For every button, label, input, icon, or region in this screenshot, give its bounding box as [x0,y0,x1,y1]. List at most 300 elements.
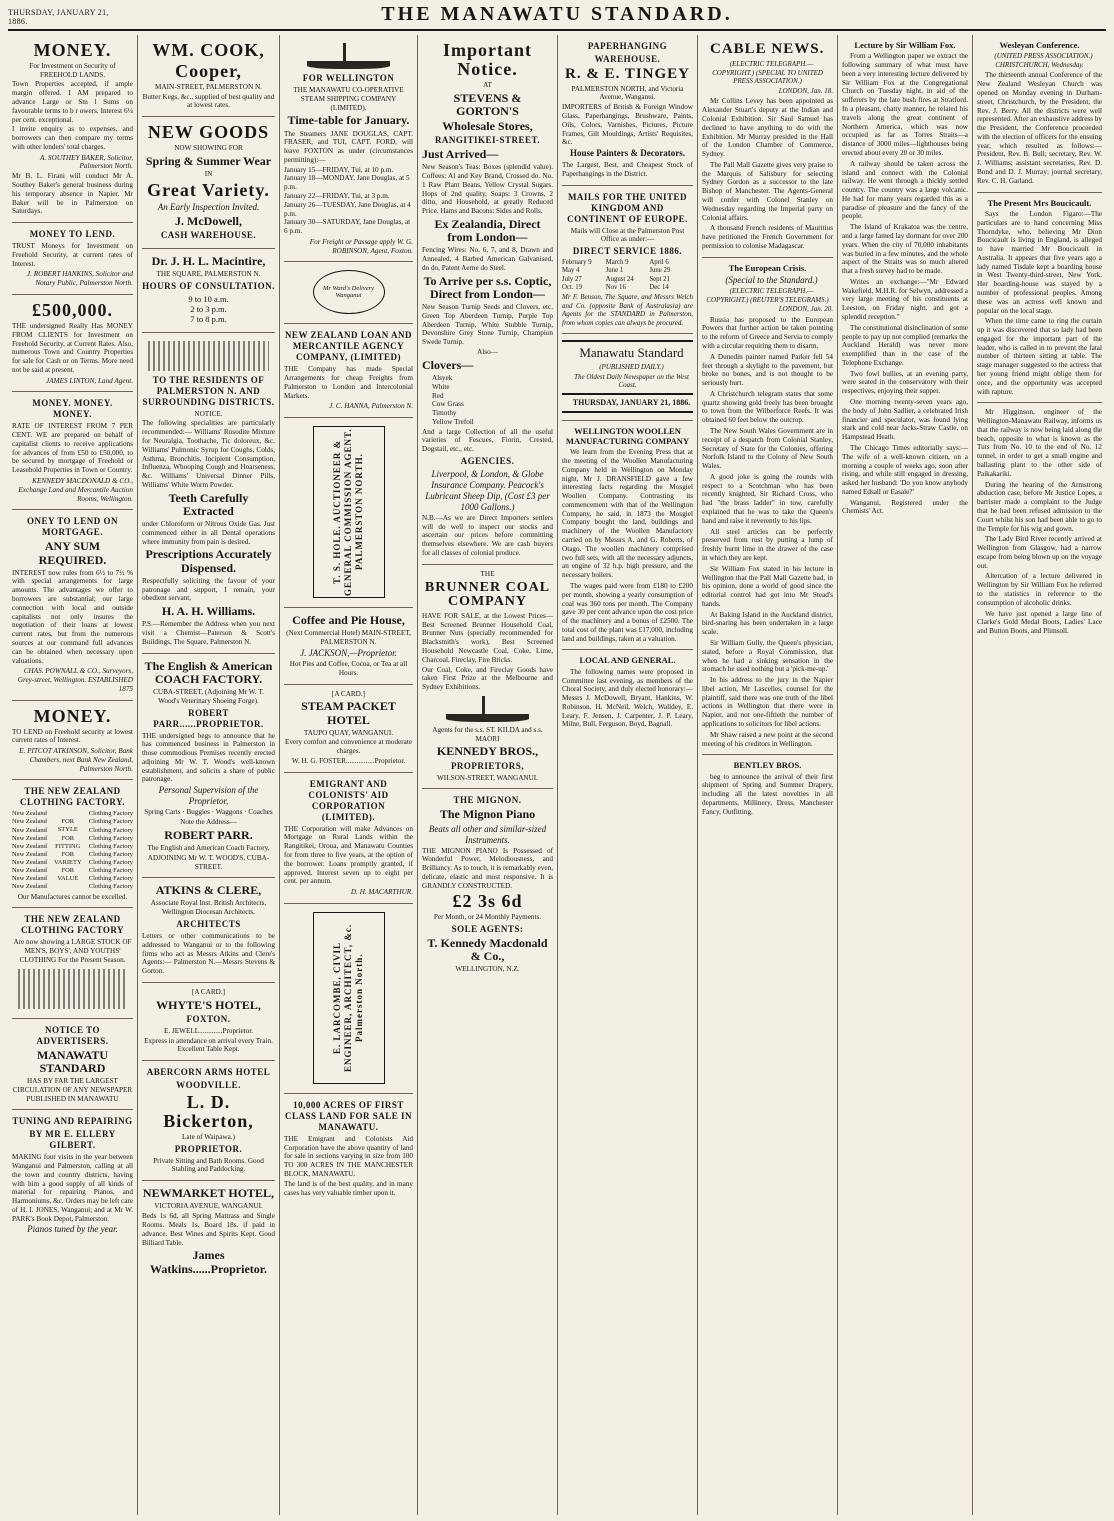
ad-newmarket [142,1181,275,1282]
article-paragraph: The constitutional disinclination of some people to pay up not complied (remarks the Auckland Herald) was never more exemplified than in the case of the Telephone Exchange. [842,323,968,367]
article-paragraph: In his address to the jury in the Napier libel action, Mr Lascelles, counsel for the plaintiff, said there was one truth of the libel actions in Wellington that there were in Napier, and not one-fiftieth the number of applications to solicitors for libel actions. [702,676,833,728]
ad-linton [12,295,133,392]
ad-heading: TO THE RESIDENTS OF PALMERSTON N. AND SURROUNDING DISTRICTS. [142,374,275,407]
ad-body: Fencing Wires: No. 6, 7, and 8, Drawn and Annealed, 4 Barbed American Galvanised, do do, Patent Aerne do Steel. [422,246,553,272]
list-item: Sept 21 [649,275,670,283]
vertical-card-text: E. LARCOMBE, CIVIL ENGINEER, ARCHITECT, &c. Palmerston North. [332,923,364,1072]
ad-new-goods [142,117,275,249]
paper-name: Manawatu Standard [579,345,684,361]
ad-subheading: Just Arrived— [422,147,499,162]
editorial-header [562,334,693,420]
ad-address: CUBA-STREET, (Adjoining Mr W. T. Wood's Veterinary Shoeing Forge). [153,688,264,705]
list-item: July 27 [562,275,582,283]
list-item: January 30—SATURDAY, Jane Douglas, at 6 p.m. [284,218,411,236]
ad-subheading: DIRECT SERVICE 1886. [572,246,683,257]
ad-address: WELLINGTON, N.Z. [455,965,520,974]
vertical-card [313,426,385,598]
ad-signature: A. SOUTHEY BAKER, Solicitor, Palmerston North. [39,153,133,171]
article-paragraph: During the hearing of the Armstrong abduction case, before Mr Justice Lopes, a barrister made a complaint to the Judge that he had been refused admission to the Court whilst his son had been able to go to the Temple for his wig and gown. [977,480,1102,533]
article-paragraph: beg to announce the arrival of their first shipment of Spring and Summer Drapery, including all the latest novelties in all departments, Millinery, Dress, Manchester Fancy, Outfitting. [702,772,833,816]
article-subhead: (Special to the Standard.) [725,275,818,286]
ad-signature: J. ROBERT HANKINS, Solicitor and Notary Public, Palmerston North. [26,270,133,288]
list-item: FITTING [55,842,81,850]
ad-body: Mails will Close at the Palmerston Post Office as under:— [570,226,685,244]
ad-body: New Season Turnip Seeds and Clovers, etc. Green Top Aberdeen Turnip, Purple Top Aberdeen Turnip, White Stubble Turnip, Devonshire Grey Stone Turnip, Champion Swede Turnip. [422,303,553,347]
article-paragraph: A railway should be taken across the island and connect with the Colonial railway. He went through a thickly settled country. The country was a large volcanic. He had for many years regarded this as a paradise of pleasure and the fancy of the people. [842,159,968,221]
article-paragraph: A Dunedin painter named Parker fell 54 feet through a skylight to the pavement, but broke no bones, and is not thought to be seriously hurt. [702,352,833,388]
ad-cook-cooper [142,35,275,117]
article-headline: CABLE NEWS. [710,41,825,57]
article-cable [702,35,833,258]
paper-tagline: The Oldest Daily Newspaper on the West Coast. [574,372,689,390]
article-paragraph: Altercation of a lecture delivered in Wellington by Sir William Fox he referred to the statistics in reference to the consumption of alcoholic drinks. [977,572,1102,607]
ad-kennedy-money [12,392,133,510]
ad-body: Are now showing a LARGE STOCK OF MEN'S, BOYS', AND YOUTHS' CLOTHING For the Present Season. [13,938,132,964]
article-boucicault [977,193,1102,404]
ad-body: Express in attendance on arrival every Train. Excellent Table Kept. [144,1036,273,1054]
ad-nz-loan [284,324,413,418]
ad-shipping [284,35,413,262]
ad-body: Hot Pies and Coffee, Cocoa, or Tea at all Hours. [289,659,408,677]
ad-heading: THE MIGNON. [453,795,522,806]
list-item: Timothy [432,409,457,418]
ad-heading: The English & American COACH FACTORY. [144,658,273,686]
ad-line: Also— [477,347,498,356]
paper-frequency: (PUBLISHED DAILY.) [599,363,664,372]
ad-subheading: House Painters & Decorators. [570,148,685,159]
ad-line: FOXTON. [186,1013,231,1024]
ad-address: MAIN-STREET, PALMERSTON N. [155,82,262,91]
ad-line: PROPRIETOR. [174,1143,243,1154]
clothing-left [12,810,47,891]
ad-body: Our Coal, Coke, and Fireclay Goods have taken First Prize at the Melbourne and Sydney Exhibitions. [422,665,553,692]
ad-line: RANGITIKEI-STREET. [434,135,541,146]
ad-signature: KENNEDY MACDONALD & CO., Exchange Land and Mercantile Auction Rooms, Wellington. [18,477,133,503]
ad-body: TO LEND on Freehold security at lowest current rates of Interest. [12,727,133,745]
column-7 [838,35,973,1515]
ad-body: THE MIGNON PIANO Is Possessed of Wonderful Power, Melodiousness, and Brilliancy. As to touch, it is remarkably even, delicate, elastic and most responsive. It is GRANDLY CONSTRUCTED. [422,846,553,890]
ad-body: And a large Collection of all the useful varieties of Fescues, Fiorin, Crested, Dogstail, etc., etc. [422,427,553,454]
list-item: Nov 16 [605,283,626,291]
ad-body: HAS BY FAR THE LARGEST CIRCULATION OF ANY NEWSPAPER PUBLISHED IN MANAWATU [12,1076,133,1103]
list-item: Red [432,391,444,400]
ad-heading: MAILS FOR THE UNITED KINGDOM AND CONTINENT OF EUROPE. [567,191,688,224]
article-paragraph: Sir William Gully, the Queen's physician, stated, before a Royal Commission, that when he had a sinking sensation in the stomach he used nothing but a 'pick-me-up.' [702,638,833,674]
list-item: Clothing Factory [88,810,133,818]
list-item: Clothing Factory [88,867,133,875]
list-item: Cow Grass [432,400,464,409]
article-wesleyan [977,35,1102,193]
ad-body: TRUST Moneys for Investment on Freehold Security, at current rates of Interest. [12,242,133,268]
ad-line: Spring & Summer Wear [145,153,272,168]
ad-note: Our Manufactures cannot be excelled. [17,892,128,901]
clover-list [422,374,553,427]
ad-address: (Next Commercial Hotel) MAIN-STREET, PALMERSTON N. [286,629,411,647]
ad-body: Every comfort and convenience at moderate charges. [284,738,413,756]
ad-address: TAUPO QUAY, WANGANUI. [303,728,394,737]
column-6 [698,35,838,1515]
ad-coach-factory [142,654,275,879]
article-headline: The European Crisis. [728,262,807,273]
list-item: STYLE [57,826,78,834]
ad-line: PROPRIETORS, [450,760,525,771]
ad-body: The Steamers JANE DOUGLAS, CAPT. FRASER, and TUI, CAPT. FORD, will leave FOXTON as under (circumstances permitting):— [284,129,413,164]
column-3 [280,35,418,1515]
ad-land-sale [284,1094,413,1203]
column-1 [8,35,138,1515]
ad-hole-auctioneer [284,418,413,608]
article-misc [977,403,1102,642]
ad-subheading: ANY SUM REQUIRED. [38,539,107,567]
ad-signature: H. A. H. Williams. [161,604,256,619]
column-2 [138,35,280,1515]
ad-subheading: The Mignon Piano [439,807,536,822]
ad-subheading: Ex Zealandia, Direct from London— [434,216,541,245]
ad-subheading: Clovers— [422,357,474,372]
ad-line: CASH WAREHOUSE. [160,229,257,240]
ad-heading: Important Notice. [443,40,532,79]
ad-subheading: To Arrive per s.s. Coptic, Direct from London— [423,273,552,301]
list-item: FOR [61,867,75,875]
ad-heading: WHYTE'S HOTEL, [156,997,261,1012]
ad-body: Letters or other communications to be addressed to Wanganui or to the following firms who act as Messrs Atkins and Clere's Agents:— Palmerston N.—Messrs Stevens & Gorton. [142,932,275,976]
ad-signature: JAMES LINTON, Land Agent. [46,376,133,385]
article-paragraph: A Christchurch telegram states that some quartz showing gold freely has been brought to town from the Wilberforce Reefs. It was obtained 60 feet below the outcrop. [702,389,833,425]
list-item: New Zealand [12,834,47,842]
ad-stevens-gorton [422,35,553,565]
clothing-right [89,810,133,891]
ad-body: INTEREST now rules from 6½ to 7½ % with special arrangements for large amounts. The advantages we offer to borrowers are substantial; our large connection with local and outside capitalists not only insures the negotiation of their loans at lowest current rates, but from the numerous sources at our command full advances can be obtained when necessary upon valuations. [12,568,133,665]
article-headline: Lecture by Sir William Fox. [854,40,956,50]
article-paragraph: The Island of Krakatoa was the centre, and a large famed lay dormant for over 200 years. When the city of 70,000 inhabitants was buried in a few minutes, and the whole aspect of the Straits was so much altered that a fresh survey had to be made. [842,223,968,276]
ad-heading: FOR WELLINGTON [302,73,395,83]
ad-heading: BRUNNER COAL COMPANY [424,579,551,610]
ad-body: I invite enquiry as to expenses, and borrowers can then compare my terms with other lenders' total charges. [12,125,133,151]
list-item: Clothing Factory [88,850,133,858]
ad-line: Late of Waipawa.) [182,1132,235,1141]
article-woollen [562,421,693,651]
ad-signature: CHAS. POWNALL & CO., Surveyors, Grey-street, Wellington. ESTABLISHED 1875 [17,667,133,693]
article-local [562,650,693,735]
ad-proprietor: W. H. G. FOSTER................Proprietor. [291,757,406,766]
ad-address: PALMERSTON NORTH, and Victoria Avenue, Wanganui. [571,84,684,102]
ad-money-hankins [12,223,133,295]
ad-stamp [284,262,413,324]
ad-footer: Pianos tuned by the year. [27,1224,118,1235]
ad-line: WAREHOUSE. [594,53,661,64]
list-item: New Zealand [12,826,47,834]
sailing-list [284,166,413,236]
oval-stamp: Mr Ward's Delivery Wanganui [313,270,385,314]
ad-coffee-house [284,608,413,684]
article-paragraph: Mr Collins Levey has been appointed as Alexander Stuart's deputy at the Indian and Colonial Exhibition. Sir Saul Samuel has declined to have anything to do with the Exhibition. Mr Murray presided in the Hall of the London Chamber of Commerce, Sydney. [702,97,833,159]
ad-heading: £500,000. [32,300,113,321]
ad-heading: Coffee and Pie House, [292,613,405,628]
article-paragraph: We learn from the Evening Press that at the meeting of the Woollen Manufacturing Company held in Wellington on Monday night, Mr J. DRANSFIELD gave a few interesting facts regarding the Mosgiel Woollen Company. Contrasting its commencement with that of the Wellington Company, he said, in 1873 the Mosgiel Company bought the land, buildings and machinery of the Woollen Manufactory carried on by Messrs A. and G. Roberts, of Otago. The woollen machinery comprised two full sets, with all the necessary adjuncts, an engine of 32 h.p. high pressure, and the necessary boilers. [562,448,693,580]
list-item: January 26—TUESDAY, Jane Douglas, at 4 p.m. [284,200,411,218]
list-item: February 9 [562,259,592,267]
ad-body: New Season's Teas: Boxes (splendid value). Coffees: Al and Key Brand, Crossed do. No. 1 Raw Plant Beans, Yellow Crystal Sugars. Hops of 2nd quality, Soaps: 3 Crowns, 2 ditto, and Household, at greatly Reduced Price. Hams and Bacons: Sides and Rolls. [422,163,553,216]
ad-address: WILSON-STREET, WANGANUI. [437,773,538,782]
article-subhead: (ELECTRIC TELEGRAPH.—COPYRIGHT.) (REUTER'S TELEGRAMS.) [706,287,829,304]
ad-note: Mr B. L. Firani will conduct Mr A. Southey Baker's general business during his temporary absence in Napier. Mr Baker will be in Palmerston on Saturdays. [12,172,133,216]
ad-heading: ATKINS & CLERE, [155,883,262,898]
ad-heading: WM. COOK, [152,40,265,60]
ad-body: The land is of the best quality, and in many cases has very valuable timber upon it. [284,1179,413,1197]
ad-line: Time-table for January. [287,113,410,128]
ad-note: Mr F. Benson, The Square, and Messrs Welch and Co. (opposite Bank of Australasia) are Agents for the STANDARD in Palmerston, from whom copies can always be procured. [562,293,693,327]
ad-subheading: BY MR E. ELLERY GILBERT. [29,1129,116,1151]
article-paragraph: The Chicago Times editorially says:— The wife of a well-known citizen, on a morning a couple of weeks ago, soon after rising, and while still engaged in dressing, asked her husband: 'Do you know anybody named Edsall or Easale?' [842,443,968,496]
ad-address: THE SQUARE, PALMERSTON N. [156,269,261,278]
ad-signature: T. Kennedy Macdonald & Co., [427,936,548,964]
ad-heading: Dr. J. H. L. Macintire, [151,253,266,268]
clothing-mid [54,810,82,891]
ad-body: Private Sitting and Bath Rooms. Good Stabling and Paddocking. [153,1156,264,1174]
list-item: Yellow Trefoil [432,417,474,426]
ad-subheading: Cooper, [175,60,242,81]
ad-note: N.B.—As we are Direct Importers settlers will do well to inspect our stocks and ascertain our prices before committing themselves elsewhere. We are cash buyers for all classes of colonial produce. [422,513,553,557]
ad-body: Beds 1s 6d, all Spring Mattrass and Single Rooms. Meals 1s. Board 18s. if paid in advance. Best Wines and Spirits Kept. Good Billiard Table. [142,1212,275,1247]
list-item: VARIETY [53,858,82,866]
list-item: FOR [61,850,75,858]
paper-date: THURSDAY, JANUARY 21, 1886. [572,397,691,407]
vertical-card [313,912,385,1084]
steamer-illustration [297,43,400,69]
ad-signature: For Freight or Passage apply W. G. ROBINSON, Agent, Foxton. [309,237,413,255]
vertical-card-text: T. S. HOLE. AUCTIONEER & GENERAL COMMISSION AGENT. PALMERSTON NORTH. [332,428,364,597]
ad-subheading: MANAWATU STANDARD [36,1047,109,1075]
list-item: May 4 [562,267,580,275]
article-paragraph: Mr Shaw raised a new point at the second meeting of his creditors in Wellington. [702,730,833,748]
list-item: 9 to 10 a.m. [188,293,229,304]
ad-subheading: AGENCIES. [460,455,515,466]
ad-line: Per Month, or 24 Monthly Payments. [433,913,542,922]
article-headline: The Present Mrs Boucicault. [987,197,1092,208]
ad-subheading: Associate Royal Inst. British Architects, Wellington Diocesan Architects. [150,899,267,917]
newspaper-title: THE MANAWATU STANDARD. [381,3,733,25]
article-headline: BENTLEY BROS. [733,760,802,771]
ad-clothing-stock [12,908,133,1018]
ad-clothing-factory [12,780,133,908]
ad-piano-tuning [12,1110,133,1241]
list-item: Dec 14 [649,283,669,291]
list-item: January 22—FRIDAY, Tui, at 3 p.m. [284,191,390,200]
ad-steam-packet [284,685,413,773]
list-item: Clothing Factory [88,842,133,850]
list-item: FOR [61,818,75,826]
hours-list [142,294,275,325]
ad-line: Great Variety. [147,179,270,200]
article-paragraph: When the time came to ring the curtain up it was discovered that so lady had been engaged for the important part of the leader, who is called in to prevent the fatal number of thirteen sitting at table. The stage manager suggested to the actress that her young friend might oblige them for once, and the opportunity was accepted with rapture. [977,317,1102,396]
article-headline: WELLINGTON WOOLLEN MANUFACTURING COMPANY [565,425,690,446]
ad-tingey [562,35,693,186]
ad-address: ADJOINING Mr W. T. WOOD'S, CUBA-STREET. [147,853,270,871]
article-european-crisis [702,258,833,756]
ad-line: The English and American Coach Factory, [147,843,270,852]
list-item: January 15—FRIDAY, Tui, at 10 p.m. [284,165,394,174]
ad-atkinson [12,701,133,781]
ad-body: HAVE FOR SALE, at the Lowest Prices— Best Screened Brunner Household Coal, Brunner Nuts (specially recommended for Blacksmith's work), Best Screened Household Newcastle Coal, Coke, Lime, Charcoal, Fireclay, Fire Bricks. [422,611,553,664]
ad-heading: MONEY. [33,705,112,726]
article-paragraph: The wages paid were from £180 to £200 per month, showing a yearly consumption of coal was 360 tons per month. The Company gave 30 per cent advance upon the cost price of the machinery and a bonus of £2500. The total cost of the plant was £17,000, including land and buildings, taken at a valuation. [562,581,693,643]
ad-abercorn [142,1061,275,1181]
list-item: New Zealand [12,842,47,850]
ad-body: MAKING four visits in the year between Wanganui and Palmerston, calling at all the town and country districts, having with him a good supply of all kinds of material for repairing Pianos, and Harmoniums, &c. Orders may be left care of H. I. JONES, Wanganui; and at Mr W. PARK's Book Depot, Palmerston. [12,1153,133,1223]
article-paragraph: The New South Wales Government are in receipt of a despatch from Colonial Stanley, Secretary of State for the Colonies, offering Norfolk Island to the Colony of New South Wales. [702,427,833,471]
ad-heading: EMIGRANT AND COLONISTS' AID CORPORATION (LIMITED). [308,778,389,822]
article-bentley [702,755,833,822]
divider [562,340,693,342]
ad-card: [A CARD.] [191,987,226,996]
ad-body: Butter Kegs, &c., supplied of best quality and at lowest rates. [142,92,275,110]
ad-line: ROBERT PARR. [164,827,253,842]
list-item: New Zealand [12,859,47,867]
article-paragraph: Mr Higginson, engineer of the Wellington-Manawatu Railway, informs us that the railway is now being laid along the beach, opposite to what is known as the Tuts from No. 10 to the end of No. 12 tunnel, in order to get a small engine and ballasting plant to the other side of Paikakariki. [977,408,1102,478]
article-paragraph: A good joke is going the rounds with respect to a Scotchman who has been recently knighted, Sir Richard Cross, who had "the brass ladder" in tow, carefully explained that he was to take the Queen's hand and raise it reverently to his lips. [702,472,833,525]
article-paragraph: At Baking Island in the Auckland district, bird-snaring has been undertaken in a large scale. [702,610,833,637]
column-8 [973,35,1106,1515]
list-item: New Zealand [12,810,47,818]
list-item: Clothing Factory [88,859,133,867]
ad-line: THE [480,569,495,578]
ad-body: RATE OF INTEREST FROM 7 PER CENT. WE are prepared on behalf of capitalist clients to receive applications for advances of from £50 to £50,000, to be secured by mortgage of Freehold or Leasehold Properties in Town or Country. [12,422,133,475]
ad-subheading: THE MANAWATU CO-OPERATIVE STEAM SHIPPING COMPANY (LIMITED). [293,85,404,112]
article-headline: LOCAL AND GENERAL. [579,655,676,666]
article-paragraph: The thirteenth annual Conference of the New Zealand Wesleyan Church was opened on Monday evening in Durham-street, Christchurch, by the President, the Rev. J. Berry. All the districts were well represented. After an exhaustive address by the President, the Conference proceeded with the election of officers for the ensuing year, which resulted as follows:—President, Rev. B. Bull; secretary, Rev. W. J. Williams; assistant secretaries, Rev. D. Bond and D. J. Murray; journal secretary, Rev. C. H. Garland. [977,71,1102,185]
ad-body: Liverpool, & London, & Globe Insurance Company. Peacock's Lubricant Sheep Dip, (Cost £3 per 1000 Gallons.) [425,468,550,512]
masthead [8,3,1106,31]
ad-card: [A CARD.] [331,689,366,698]
ad-mails [562,186,693,335]
list-item: Clothing Factory [88,818,133,826]
shop-illustration [148,341,269,371]
article-subhead: (UNITED PRESS ASSOCIATION.) CHRISTCHURCH, Wednesday. [994,52,1093,69]
ad-heading: MONEY. MONEY. MONEY. [32,398,113,420]
article-paragraph: A thousand French residents of Mauritius have petitioned the French Government for permission to colonise Madagascar. [702,224,833,250]
ad-heading: STEAM PACKET HOTEL [301,699,396,727]
ad-body: The Largest, Best, and Cheapest Stock of Paperhangings in the District. [562,161,693,178]
article-dateline: LONDON, Jan. 18. [778,86,833,95]
ad-proprietor: J. JACKSON,—Proprietor. [300,648,397,658]
list-item: White [432,382,450,391]
list-item: August 24 [605,275,634,283]
column-5 [558,35,698,1515]
ad-doctor [142,249,275,333]
steamer-illustration [435,696,540,722]
issue-date: THURSDAY, JANUARY 21, 1886. [8,8,109,26]
ad-heading: ONEY TO LEND ON MORTGAGE. [26,516,119,538]
article-dateline: LONDON, Jan. 20. [778,305,833,314]
list-item: FOR [61,834,75,842]
ad-heading: THE NEW ZEALAND CLOTHING FACTORY. [19,786,126,808]
ad-line: Personal Supervision of the Proprietor, [158,785,259,807]
list-item: New Zealand [12,818,47,826]
list-item: New Zealand [12,883,47,891]
ad-line: An Early Inspection Invited. [157,201,260,212]
article-lecture [842,35,968,522]
ad-heading: MONEY TO LEND. [29,229,116,240]
ad-heading: 10,000 ACRES OF FIRST CLASS LAND FOR SALE IN MANAWATU. [284,1099,413,1132]
ad-subheading: For Investment on Security of FREEHOLD LANDS. [29,61,116,79]
ad-signature: D. H. MACARTHUR. [350,888,413,897]
ad-line: STEVENS & GORTON'S [453,90,522,118]
clothing-list-illustration [18,969,127,1009]
list-item: 7 to 8 p.m. [190,314,227,325]
list-item: Clothing Factory [88,826,133,834]
list-item: New Zealand [12,850,47,858]
ad-signature: KENNEDY BROS., [436,744,539,759]
article-paragraph: Wanganui, Registered under the Chemists' Act. [842,498,968,516]
ad-address: VICTORIA AVENUE, WANGANUI. [154,1202,263,1211]
list-item: New Zealand [12,875,47,883]
divider [562,411,693,413]
ad-body: Respectfully soliciting the favour of your patronage and support, I remain, your obedient servant, [142,576,275,603]
ad-proprietor: James Watkins......Proprietor. [149,1248,267,1276]
ad-subheading: HOURS OF CONSULTATION. [142,280,275,291]
ad-body: The following specialities are particularly recommended:— Williams' Rosodite Mixture for Neuralgia, Toothache, Tic doloreux, &c. Williams' Pulmonic Syrup for Coughs, Colds, Asthma, Bronchitis, Incipient Consumption, Influenza, Whooping Cough and Hoarseness, &c. Williams' Universal Dinner Pills, Williams' White Worm Powder. [142,419,275,489]
ad-signature: J. McDowell, [175,213,242,228]
ad-mignon-piano [422,789,553,980]
ad-williams-chemist [142,333,275,654]
ad-body: THE undersigned Really Has MONEY FROM CLIENTS for Investment on Freehold Security, at Current Rates. Also, numerous Town and Country Properties for sale for Cash or on Terms. More need not be said at present. [12,321,133,374]
article-subhead: (ELECTRIC TELEGRAPH.—COPYRIGHT.) (SPECIAL TO UNITED PRESS ASSOCIATION.) [712,60,823,86]
ad-subheading: NOTICE. [194,409,223,418]
ad-body: THE Corporation will make Advances on Mortgage on Rural Lands within the Rangitikei, Oroua, and Manawatu Counties for from three to five years, at the option of the borrower. Loans promptly granted, if approved. Interest seven up to eight per cent. per annum. [284,824,413,886]
ad-pownall [12,510,133,700]
ad-heading: ABERCORN ARMS HOTEL [146,1067,271,1078]
ad-body: IMPORTERS of British & Foreign Window Glass, Paperhangings, Brushware, Paints, Oils, Colors, Varnishes, Pictures, Picture Frames, Gilt Mouldings, Artists' Requisites, &c. [562,103,693,147]
ad-note: P.S.—Remember the Address when you next visit a Chemist—Paterson & Scott's Buildings, The Square, Palmerston N. [142,620,275,646]
ad-heading: MONEY. [33,40,112,60]
ad-line: Spring Carts · Buggies · Waggons · Coaches [144,808,273,817]
ad-body: under Chloroform or Nitrous Oxide Gas. Just commenced either in all Dental operations where immunity from pain is desired. [142,520,275,546]
ad-heading: NOTICE TO ADVERTISERS. [36,1024,109,1046]
ad-line: Agents for the s.s. ST. KILDA and s.s. MAORI [432,725,543,743]
list-item: Clothing Factory [88,834,133,842]
ad-subheading: Prescriptions Accurately Dispensed. [145,547,272,575]
list-item: January 18—MONDAY, Jane Douglas, at 5 p.m. [284,174,410,192]
ad-line: Note the Address— [180,817,237,826]
ad-heading: NEWMARKET HOTEL, [142,1186,275,1201]
ad-subheading: Teeth Carefully Extracted [168,490,249,518]
ad-atkins-clere [142,878,275,983]
ad-heading: PAPERHANGING [587,41,668,51]
mail-dates-grid [562,259,693,292]
ad-price: £2 3s 6d [452,891,523,912]
article-paragraph: The Lady Bird River recently arrived at Wellington from Glasgow, had a narrow escape from being blown up on the voyage out. [977,535,1102,570]
article-paragraph: The following names were proposed in Committee last evening, as members of the Choral Society, and duly elected honorary:—Messrs J. McDowell, Bryant, Hankins, W. Robinson, H. McNeil, Welch, Walldey, E. Leary, F. Jensen, J. Carpenter, J. P. Leary, Milne, Bull, Ferguson, Boyd, Bagnall. [562,667,693,729]
article-paragraph: Sir William Fox stated in his lecture in Wellington that the Pall Mall Gazette had, in his opinion, done a world of good since the editorial control had got into Mr Stead's hands. [702,564,833,608]
ad-line: WOODVILLE. [176,1080,241,1091]
ad-body: Town Properties accepted, if ample margin offered. I AM prepared to advance Large or Sm l Sums on favourable terms to b r owers. Interest 6¼ per cent. exceptional. [12,80,133,124]
list-item: Alsyek [432,373,453,382]
list-item: June 29 [649,267,671,275]
list-item: Clothing Factory [88,875,133,883]
list-item: New Zealand [12,867,47,875]
ad-line: NOW SHOWING FOR [174,144,243,153]
list-item: Clothing Factory [88,883,133,891]
ad-line: IN [204,169,213,178]
ad-heading: TUNING AND REPAIRING [12,1116,133,1127]
ad-heading: NEW ZEALAND LOAN AND MERCANTILE AGENCY COMPANY, (LIMITED) [284,330,413,363]
ad-proprietor: E. JEWELL.............Proprietor. [163,1026,254,1035]
list-item: Oct. 19 [562,283,583,291]
ad-line: ARCHITECTS [176,919,241,930]
ad-line: L. D. Bickerton, [163,1092,254,1132]
ad-signature: E. PITCOT ATKINSON, Solicitor, Bank Chambers, next Bank New Zealand, Palmerston North. [19,747,133,773]
ad-line: AT [483,80,492,89]
